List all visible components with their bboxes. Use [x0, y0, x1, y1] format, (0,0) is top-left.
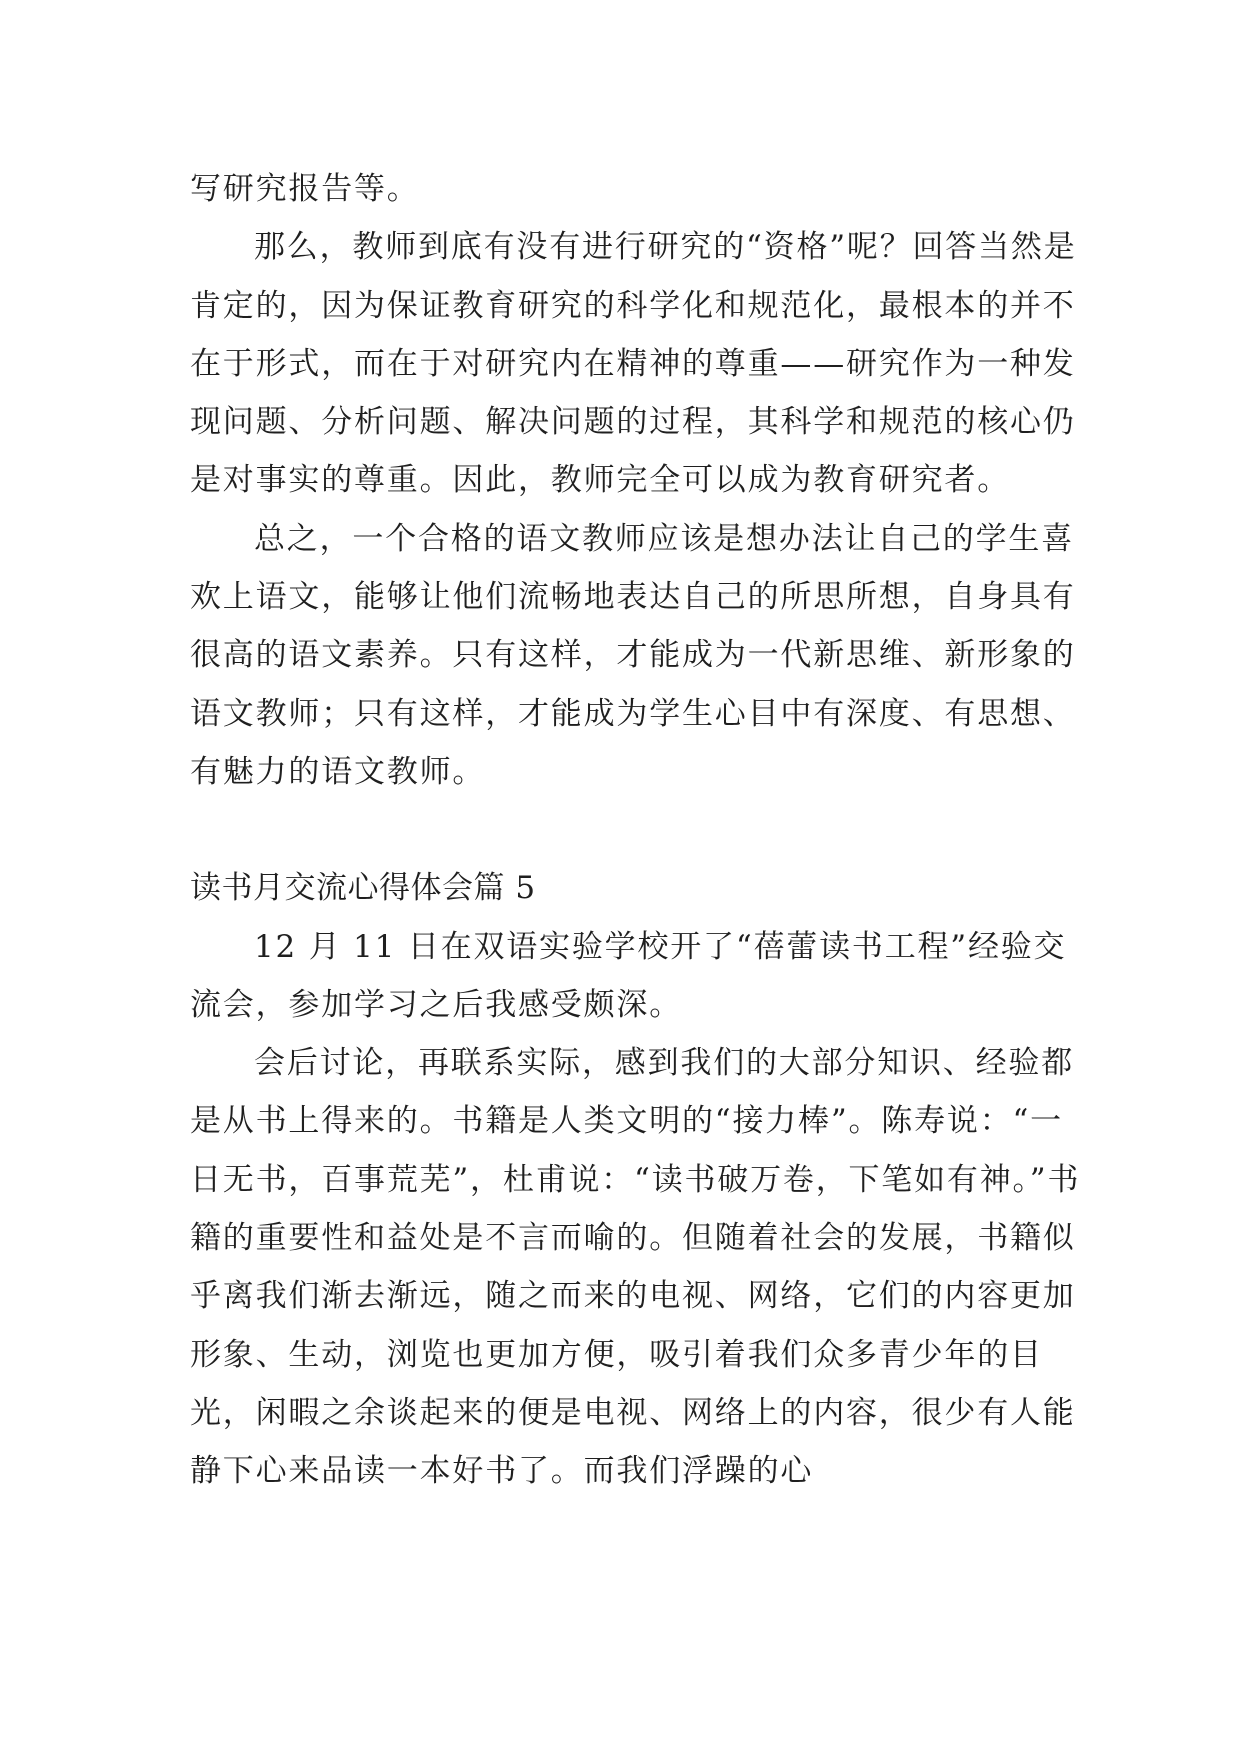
document-body — [190, 160, 1090, 1501]
section-spacer — [190, 801, 1090, 859]
paragraph-conclusion: 总之，一个合格的语文教师应该是想办法让自己的学生喜欢上语文，能够让他们流畅地表达自己的所思所想，自身具有很高的语文素养。只有这样，才能成为一代新思维、新形象的语文教师；只有这样，才能成为学生心目中有深度、有思想、有魅力的语文教师。 — [190, 520, 1076, 790]
paragraph-teacher-research: 那么，教师到底有没有进行研究的“资格”呢？回答当然是肯定的，因为保证教育研究的科学化和规范化，最根本的并不在于形式，而在于对研究内在精神的尊重——研究作为一种发现问题、分析问题、解决问题的过程，其科学和规范的核心仍是对事实的尊重。因此，教师完全可以成为教育研究者。 — [190, 229, 1077, 499]
paragraph-reading-discussion: 会后讨论，再联系实际，感到我们的大部分知识、经验都是从书上得来的。书籍是人类文明的“接力棒”。陈寿说：“一日无书，百事荒芜”，杜甫说：“读书破万卷，下笔如有神。”书籍的重要性和益处是不言而喻的。但随着社会的发展，书籍似乎离我们渐去渐远，随之而来的电视、网络，它们的内容更加形象、生动，浏览也更加方便，吸引着我们众多青少年的目光，闲暇之余谈起来的便是电视、网络上的内容，很少有人能静下心来品读一本好书了。而我们浮躁的心 — [190, 1045, 1081, 1490]
paragraph-meeting: 12 月 11 日在双语实验学校开了“蓓蕾读书工程”经验交流会，参加学习之后我感受颇深。 — [190, 928, 1067, 1023]
section-title: 读书月交流心得体会篇 5 — [190, 870, 536, 907]
paragraph-continuation: 写研究报告等。 — [190, 171, 420, 207]
